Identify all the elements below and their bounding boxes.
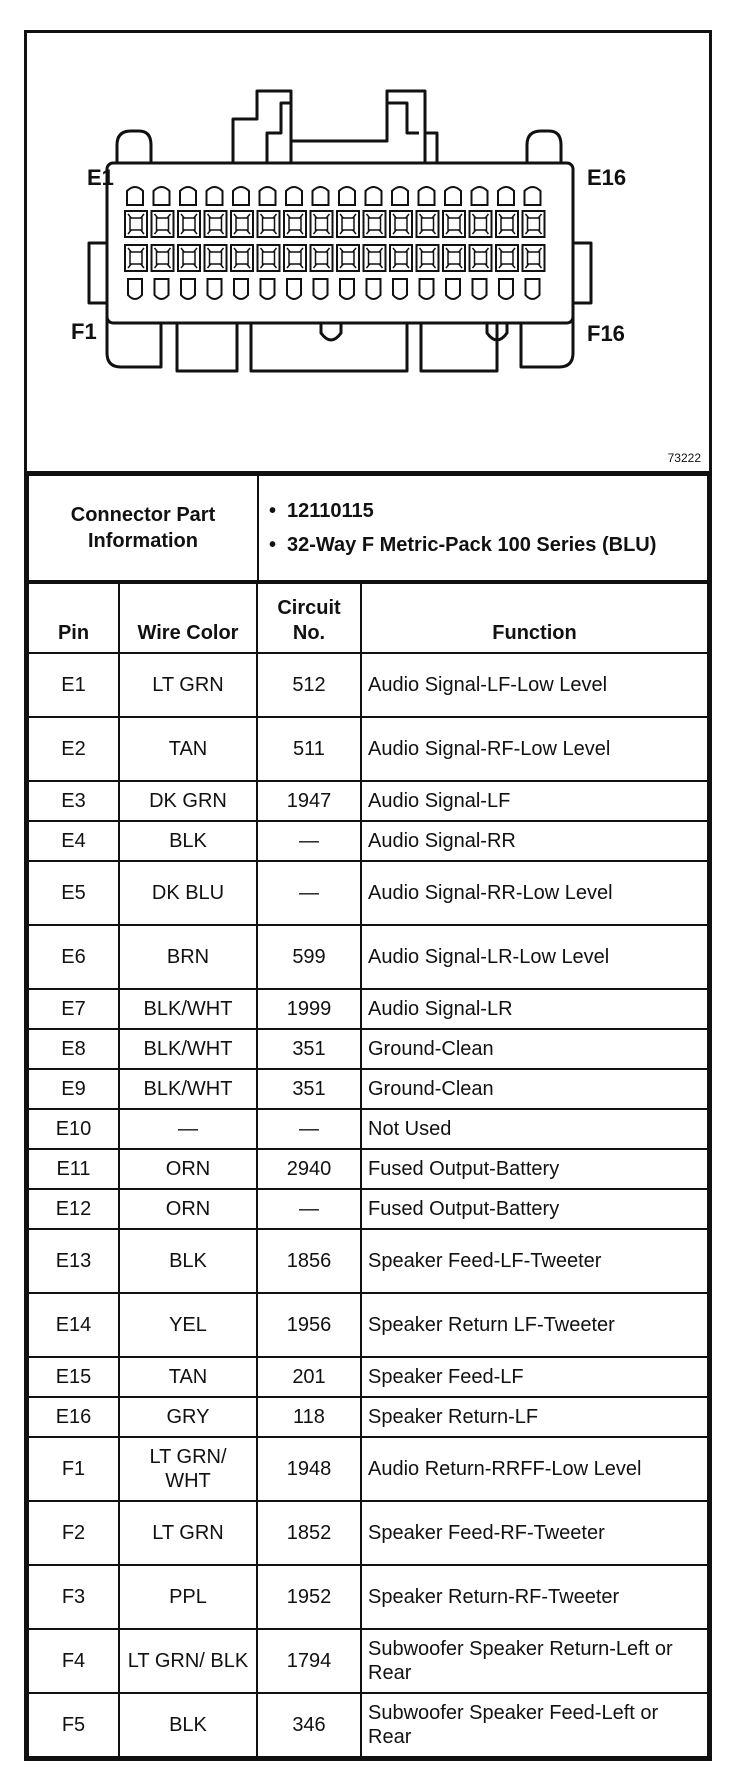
pin-cell: F4 [28, 1629, 119, 1693]
pin-cell: F2 [28, 1501, 119, 1565]
terminal-socket [342, 252, 354, 264]
function-cell: Ground-Clean [361, 1069, 708, 1109]
terminal-socket [157, 218, 169, 230]
terminal-latch [525, 187, 541, 205]
table-row [28, 1357, 708, 1397]
circuit-cell: 1999 [257, 989, 361, 1029]
terminal-latch [181, 279, 195, 299]
pin-cell: E6 [28, 925, 119, 989]
pin-cell: E5 [28, 861, 119, 925]
wire-color-cell: LT GRN/ BLK [119, 1629, 257, 1693]
terminal-socket [236, 252, 248, 264]
terminal-socket [130, 218, 142, 230]
table-row [28, 1109, 708, 1149]
table-row [28, 653, 708, 717]
terminal-socket [448, 218, 460, 230]
terminal-latch [180, 187, 196, 205]
function-cell: Audio Signal-LF [361, 781, 708, 821]
terminal-socket [422, 252, 434, 264]
pin-table-header [28, 583, 708, 653]
pin-cell: F5 [28, 1693, 119, 1757]
table-row [28, 1693, 708, 1757]
wire-color-cell: YEL [119, 1293, 257, 1357]
pin-cell: E2 [28, 717, 119, 781]
wire-color-cell: DK GRN [119, 781, 257, 821]
terminal-latch [499, 279, 513, 299]
table-row [28, 1501, 708, 1565]
wire-color-cell: BLK [119, 1693, 257, 1757]
label-f1: F1 [71, 319, 97, 344]
wire-color-cell: BLK/WHT [119, 1029, 257, 1069]
label-e1: E1 [87, 165, 114, 190]
terminal-latch [234, 279, 248, 299]
terminal-latch [445, 187, 461, 205]
terminal-latch [208, 279, 222, 299]
terminal-socket [528, 218, 540, 230]
terminal-socket [236, 218, 248, 230]
pin-cell: F1 [28, 1437, 119, 1501]
pin-cell: E8 [28, 1029, 119, 1069]
label-e16: E16 [587, 165, 627, 190]
circuit-cell: 351 [257, 1069, 361, 1109]
wire-color-cell: ORN [119, 1149, 257, 1189]
function-cell: Audio Signal-RF-Low Level [361, 717, 708, 781]
terminal-socket [501, 252, 513, 264]
wire-color-cell: LT GRN/ WHT [119, 1437, 257, 1501]
terminal-socket [369, 252, 381, 264]
function-cell: Fused Output-Battery [361, 1189, 708, 1229]
connector-info-values [258, 475, 708, 581]
table-row [28, 1437, 708, 1501]
function-cell: Speaker Feed-RF-Tweeter [361, 1501, 708, 1565]
pin-cell: E4 [28, 821, 119, 861]
terminal-latch [473, 279, 487, 299]
terminal-latch [419, 187, 435, 205]
terminal-latch [261, 279, 275, 299]
wire-color-cell: PPL [119, 1565, 257, 1629]
terminal-socket [316, 218, 328, 230]
terminal-socket [183, 218, 195, 230]
function-cell: Audio Signal-LR-Low Level [361, 925, 708, 989]
table-row [28, 1397, 708, 1437]
circuit-cell: 118 [257, 1397, 361, 1437]
terminal-latch [313, 187, 329, 205]
terminal-socket [528, 252, 540, 264]
terminal-socket [475, 252, 487, 264]
wire-color-cell: TAN [119, 1357, 257, 1397]
wire-color-cell: GRY [119, 1397, 257, 1437]
connector-info-label: Connector Part Information [28, 475, 258, 581]
pin-cell: E15 [28, 1357, 119, 1397]
terminal-latch [498, 187, 514, 205]
terminal-socket [130, 252, 142, 264]
table-row [28, 1029, 708, 1069]
terminal-latch [526, 279, 540, 299]
function-cell: Fused Output-Battery [361, 1149, 708, 1189]
pin-cell: E12 [28, 1189, 119, 1229]
figure-number: 73222 [667, 451, 701, 465]
table-row [28, 821, 708, 861]
table-row [28, 989, 708, 1029]
circuit-cell: 1948 [257, 1437, 361, 1501]
terminal-latch [472, 187, 488, 205]
connector-description: • 32-Way F Metric-Pack 100 Series (BLU) [265, 532, 701, 558]
circuit-cell: 1956 [257, 1293, 361, 1357]
terminal-socket [501, 218, 513, 230]
terminal-latch [314, 279, 328, 299]
circuit-cell: — [257, 821, 361, 861]
terminal-socket [157, 252, 169, 264]
circuit-cell: 2940 [257, 1149, 361, 1189]
terminal-socket [395, 252, 407, 264]
table-row [28, 1149, 708, 1189]
circuit-cell: 1852 [257, 1501, 361, 1565]
terminal-latch [233, 187, 249, 205]
table-row [28, 1293, 708, 1357]
header-function: Function [361, 583, 708, 653]
terminal-socket [475, 218, 487, 230]
table-row [28, 925, 708, 989]
function-cell: Audio Signal-LR [361, 989, 708, 1029]
terminal-socket [316, 252, 328, 264]
circuit-cell: 1856 [257, 1229, 361, 1293]
wire-color-cell: ORN [119, 1189, 257, 1229]
terminal-latch [154, 187, 170, 205]
header-pin: Pin [28, 583, 119, 653]
function-cell: Ground-Clean [361, 1029, 708, 1069]
pin-cell: E9 [28, 1069, 119, 1109]
circuit-cell: 511 [257, 717, 361, 781]
wire-color-cell: BLK [119, 1229, 257, 1293]
terminal-latch [339, 187, 355, 205]
pin-cell: E11 [28, 1149, 119, 1189]
function-cell: Speaker Return-RF-Tweeter [361, 1565, 708, 1629]
pinout-sheet [24, 30, 712, 1761]
header-wire-color: Wire Color [119, 583, 257, 653]
function-cell: Speaker Return-LF [361, 1397, 708, 1437]
wire-color-cell: — [119, 1109, 257, 1149]
wire-color-cell: DK BLU [119, 861, 257, 925]
terminal-latch [260, 187, 276, 205]
circuit-cell: 599 [257, 925, 361, 989]
wire-color-cell: BLK/WHT [119, 989, 257, 1029]
terminal-socket [395, 218, 407, 230]
terminal-latch [393, 279, 407, 299]
function-cell: Audio Return-RRFF-Low Level [361, 1437, 708, 1501]
connector-drawing [27, 33, 709, 471]
terminal-latch [392, 187, 408, 205]
terminal-socket [263, 218, 275, 230]
terminal-socket [422, 218, 434, 230]
table-row [28, 1565, 708, 1629]
pin-cell: E13 [28, 1229, 119, 1293]
function-cell: Speaker Feed-LF-Tweeter [361, 1229, 708, 1293]
pin-cell: F3 [28, 1565, 119, 1629]
circuit-cell: 1794 [257, 1629, 361, 1693]
header-circuit: Circuit No. [257, 583, 361, 653]
function-cell: Subwoofer Speaker Return-Left or Rear [361, 1629, 708, 1693]
table-row [28, 1069, 708, 1109]
terminal-socket [369, 218, 381, 230]
wire-color-cell: LT GRN [119, 1501, 257, 1565]
wire-color-cell: BLK [119, 821, 257, 861]
pin-cell: E16 [28, 1397, 119, 1437]
terminal-socket [448, 252, 460, 264]
connector-diagram [27, 33, 709, 474]
wire-color-cell: LT GRN [119, 653, 257, 717]
terminal-socket [289, 252, 301, 264]
terminal-latch [340, 279, 354, 299]
connector-part-info [27, 474, 709, 582]
circuit-cell: 346 [257, 1693, 361, 1757]
circuit-cell: 1947 [257, 781, 361, 821]
pin-table [27, 582, 709, 1758]
terminal-latch [420, 279, 434, 299]
terminal-latch [155, 279, 169, 299]
pin-cell: E3 [28, 781, 119, 821]
circuit-cell: 351 [257, 1029, 361, 1069]
terminal-latch [366, 187, 382, 205]
circuit-cell: — [257, 861, 361, 925]
table-row [28, 1629, 708, 1693]
terminal-latch [127, 187, 143, 205]
circuit-cell: — [257, 1109, 361, 1149]
circuit-cell: 512 [257, 653, 361, 717]
terminal-latch [128, 279, 142, 299]
wire-color-cell: BRN [119, 925, 257, 989]
circuit-cell: — [257, 1189, 361, 1229]
pin-cell: E1 [28, 653, 119, 717]
table-row [28, 717, 708, 781]
terminal-socket [342, 218, 354, 230]
function-cell: Subwoofer Speaker Feed-Left or Rear [361, 1693, 708, 1757]
terminal-socket [263, 252, 275, 264]
function-cell: Audio Signal-RR [361, 821, 708, 861]
table-row [28, 861, 708, 925]
terminal-latch [287, 279, 301, 299]
pin-cell: E14 [28, 1293, 119, 1357]
terminal-latch [207, 187, 223, 205]
pin-cell: E10 [28, 1109, 119, 1149]
terminal-socket [183, 252, 195, 264]
function-cell: Not Used [361, 1109, 708, 1149]
function-cell: Audio Signal-LF-Low Level [361, 653, 708, 717]
terminal-socket [210, 252, 222, 264]
terminal-latch [446, 279, 460, 299]
terminal-latch [367, 279, 381, 299]
table-row [28, 781, 708, 821]
function-cell: Audio Signal-RR-Low Level [361, 861, 708, 925]
table-row [28, 1189, 708, 1229]
function-cell: Speaker Feed-LF [361, 1357, 708, 1397]
circuit-cell: 1952 [257, 1565, 361, 1629]
terminal-latch [286, 187, 302, 205]
pin-cell: E7 [28, 989, 119, 1029]
table-row [28, 1229, 708, 1293]
terminal-socket [289, 218, 301, 230]
label-f16: F16 [587, 321, 625, 346]
function-cell: Speaker Return LF-Tweeter [361, 1293, 708, 1357]
wire-color-cell: TAN [119, 717, 257, 781]
circuit-cell: 201 [257, 1357, 361, 1397]
terminal-socket [210, 218, 222, 230]
wire-color-cell: BLK/WHT [119, 1069, 257, 1109]
connector-part-number: • 12110115 [265, 498, 701, 524]
